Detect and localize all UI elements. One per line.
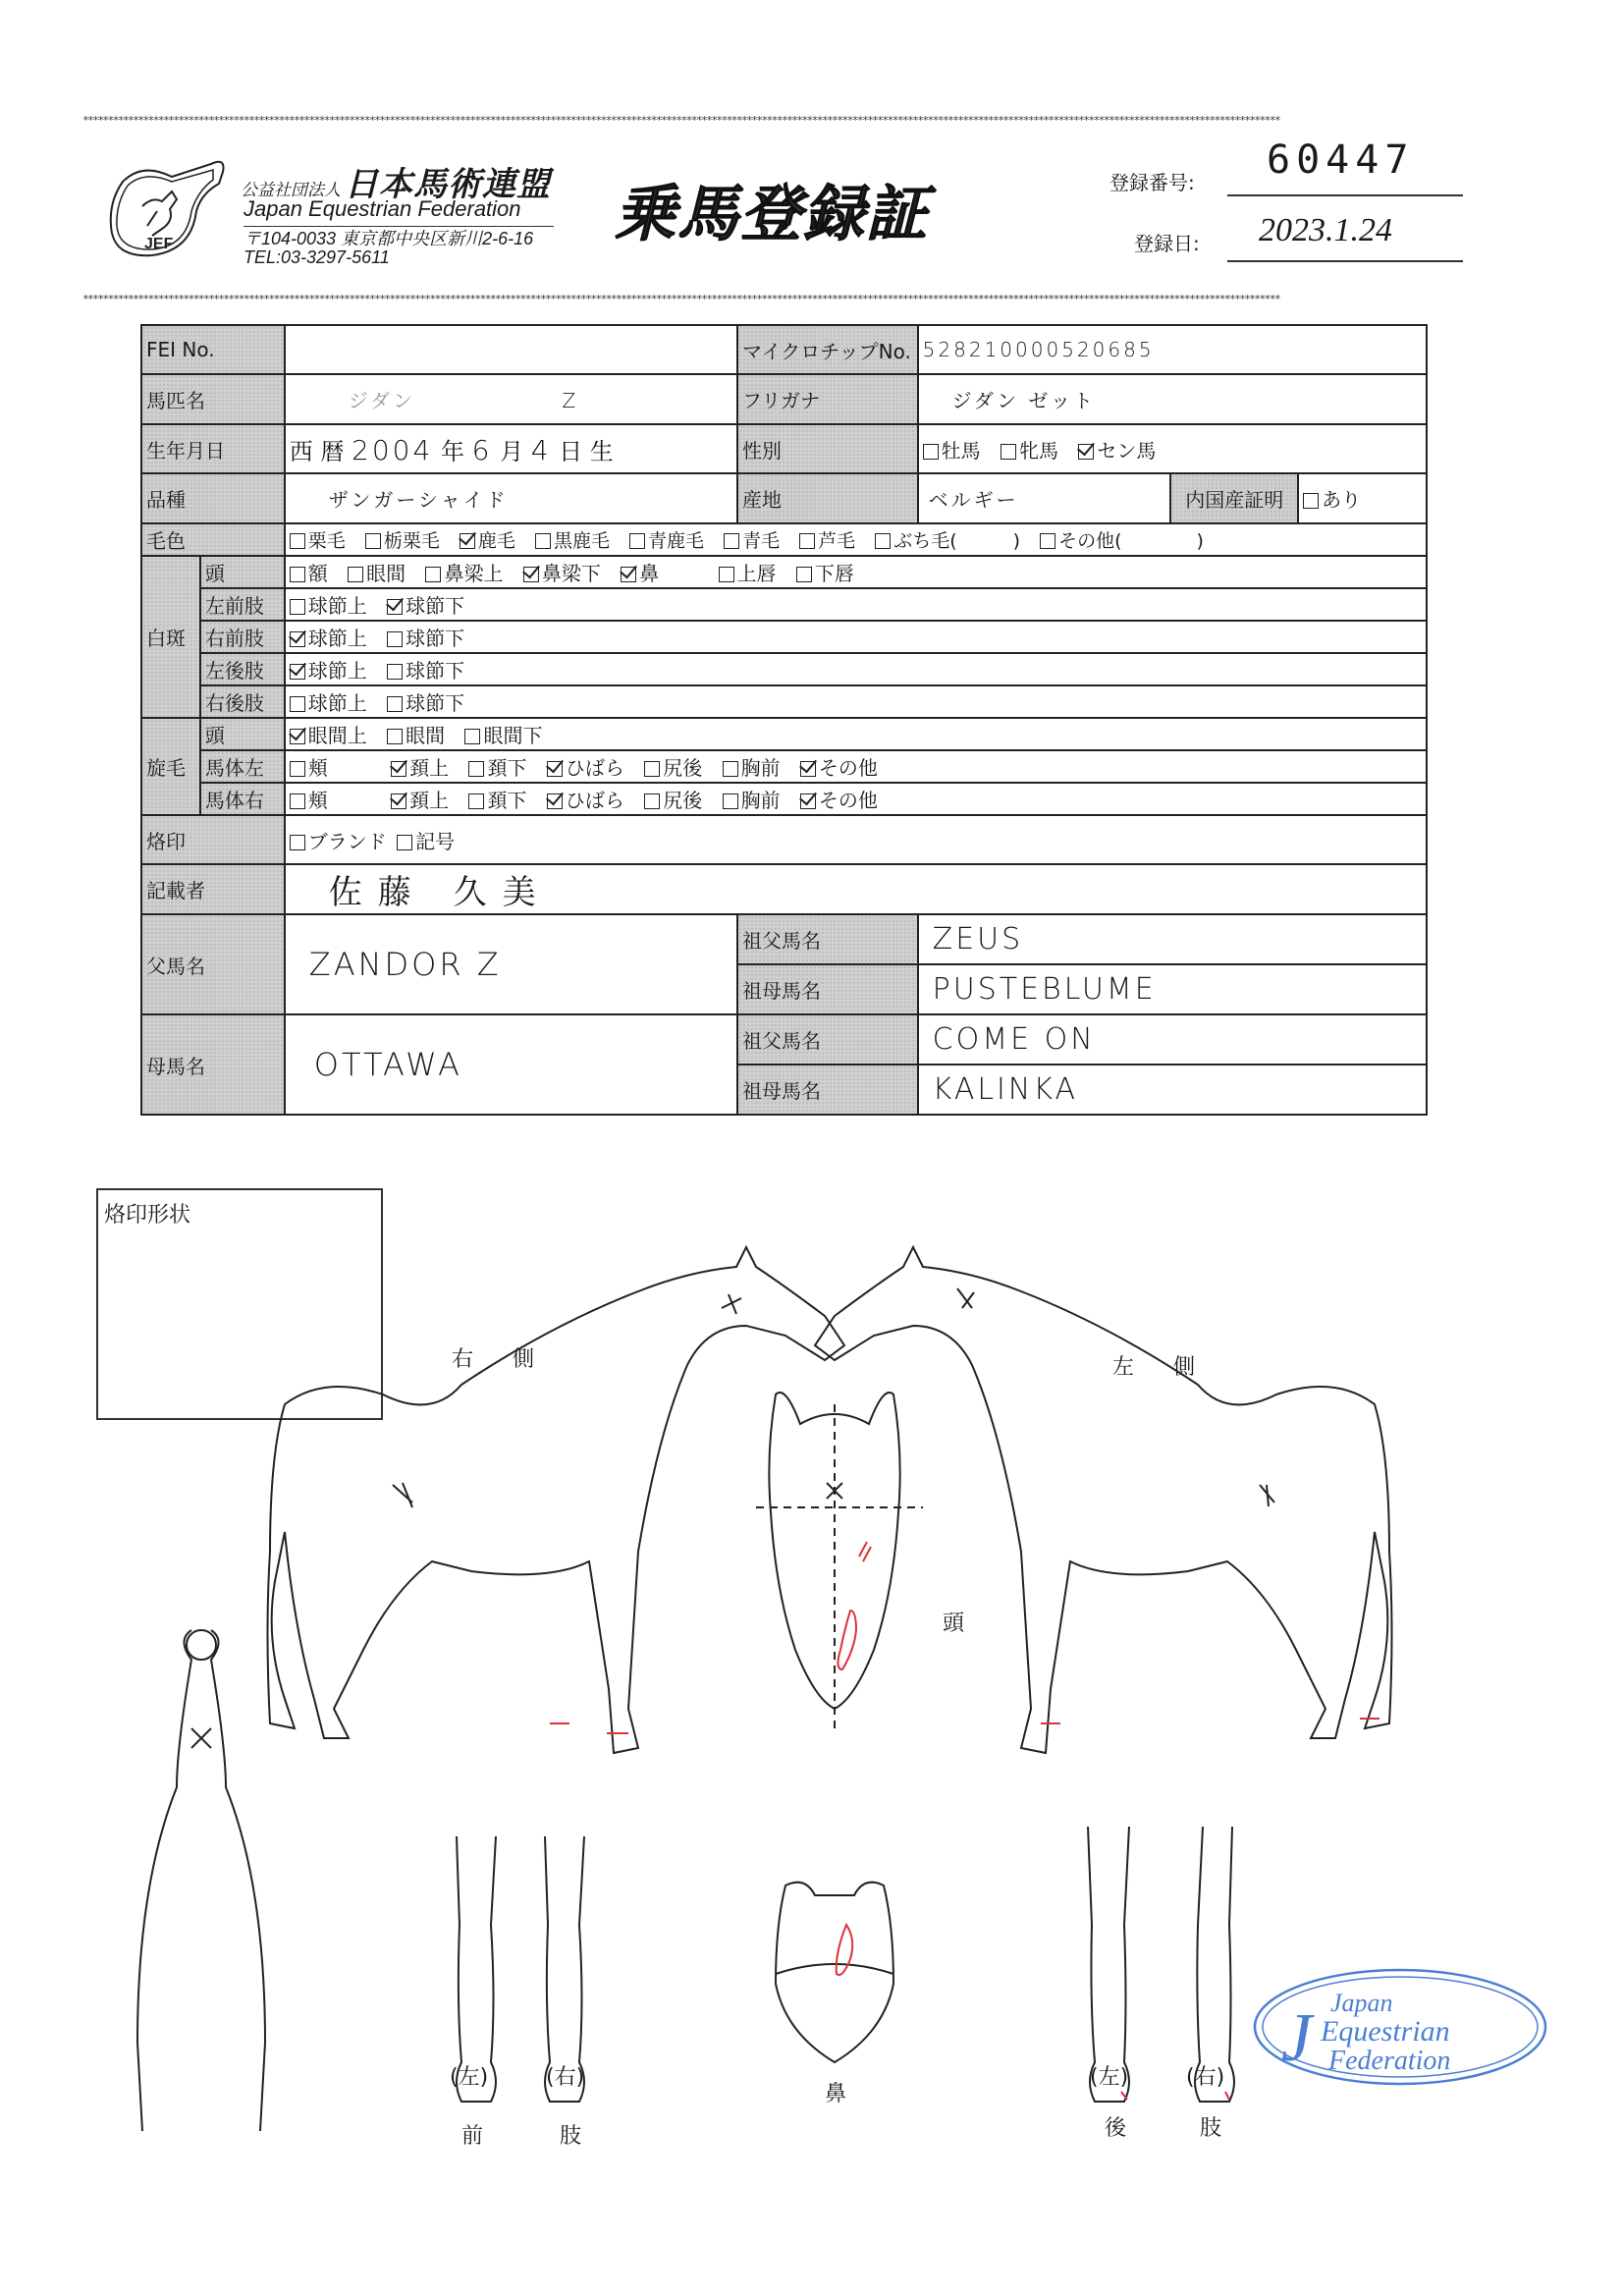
brand-option[interactable]: 記号: [397, 826, 455, 854]
svg-text:Federation: Federation: [1328, 2046, 1451, 2076]
birth-date-field[interactable]: [285, 424, 737, 473]
origin-field[interactable]: [918, 473, 1171, 523]
checkbox-icon: [348, 567, 363, 582]
white-marks-label: 白斑: [141, 556, 200, 718]
nose-label: 鼻: [825, 2082, 847, 2106]
whorl-option[interactable]: 眼間下: [464, 720, 542, 748]
sire-granddam-field[interactable]: [918, 964, 1427, 1014]
whorl-option[interactable]: ひばら: [547, 752, 624, 781]
checkbox-checked-icon: [523, 567, 539, 582]
checkbox-icon: [290, 793, 305, 809]
dam-label: 母馬名: [141, 1014, 285, 1115]
hind-caption-2: 肢: [1200, 2116, 1222, 2141]
whorl-body-left-options: [285, 750, 1427, 783]
checkbox-checked-icon: [290, 664, 305, 680]
fei-no-label: FEI No.: [141, 325, 285, 374]
microchip-label: マイクロチップNo.: [737, 325, 918, 374]
white-mark-options: [285, 621, 1427, 653]
checkbox-icon: [290, 567, 305, 582]
birth-year: 2004: [352, 433, 434, 466]
left-side-label: 左側: [1112, 1355, 1235, 1380]
checkbox-icon: [290, 835, 305, 850]
whorl-option[interactable]: 眼間上: [290, 720, 367, 748]
fore-caption-1: 前: [461, 2124, 484, 2149]
sex-option-gelding[interactable]: セン馬: [1078, 435, 1156, 464]
svg-text:Japan: Japan: [1330, 1989, 1393, 2017]
white-mark-head-options: [285, 556, 1427, 588]
white-mark-part: 右後肢: [200, 685, 285, 718]
hind-caption-1: 後: [1105, 2116, 1127, 2141]
brand-option[interactable]: ブランド: [290, 826, 387, 854]
white-mark-option[interactable]: 球節下: [387, 655, 464, 683]
whorl-part: 馬体左: [200, 750, 285, 783]
coat-option[interactable]: 栃栗毛: [365, 526, 440, 553]
coat-option-bay[interactable]: 鹿毛: [460, 526, 515, 553]
checkbox-icon: [387, 631, 403, 647]
white-mark-option[interactable]: 眼間: [348, 558, 406, 586]
checkbox-icon: [719, 567, 734, 582]
fei-no-field[interactable]: [285, 325, 737, 374]
domestic-cert-label: 内国産証明: [1170, 473, 1298, 523]
jef-logo-icon: [103, 152, 231, 262]
coat-option[interactable]: 青鹿毛: [629, 526, 704, 553]
dam-grandsire-field[interactable]: [918, 1014, 1427, 1065]
reg-date-underline: [1227, 260, 1463, 262]
sire-value: ZANDOR Z: [308, 946, 502, 983]
whorl-body-right-options: [285, 783, 1427, 815]
reg-number-underline: [1227, 194, 1463, 196]
registration-form-table: [140, 324, 1428, 1116]
whorl-option[interactable]: 尻後: [644, 785, 702, 813]
birth-year-unit: 年: [440, 437, 464, 465]
sex-label: 性別: [737, 424, 918, 473]
checkbox-checked-icon: [547, 793, 563, 809]
sire-field[interactable]: [285, 914, 737, 1014]
checkbox-icon: [644, 761, 660, 777]
birth-day-unit: 日 生: [559, 437, 614, 465]
brand-options: [285, 815, 1427, 864]
white-mark-options: [285, 685, 1427, 718]
address-line: 〒104-0033 東京都中央区新川2-6-16: [243, 229, 534, 248]
white-mark-part: 右前肢: [200, 621, 285, 653]
jef-stamp-icon: [1252, 1967, 1548, 2087]
recorder-label: 記載者: [141, 864, 285, 914]
furigana-field[interactable]: [918, 374, 1427, 424]
checkbox-icon: [290, 761, 305, 777]
sire-granddam-value: PUSTEBLUME: [932, 972, 1157, 1007]
reg-number-value: 60447: [1267, 137, 1415, 183]
checkbox-icon: [535, 533, 551, 549]
reg-number-label: 登録番号:: [1109, 171, 1195, 194]
checkbox-icon: [425, 567, 441, 582]
birth-date-label: 生年月日: [141, 424, 285, 473]
coat-option[interactable]: 黒鹿毛: [535, 526, 610, 553]
whorl-option[interactable]: 胸前: [723, 785, 781, 813]
hind-left-label: (左): [1090, 2065, 1129, 2090]
whorl-option[interactable]: その他: [800, 785, 878, 813]
org-name-en: Japan Equestrian Federation: [243, 196, 521, 221]
checkbox-icon: [875, 533, 891, 549]
horse-name-label: 馬匹名: [141, 374, 285, 424]
white-mark-part: 左前肢: [200, 588, 285, 621]
hind-right-label: (右): [1186, 2065, 1225, 2090]
checkbox-icon: [365, 533, 381, 549]
birth-era: 西 暦: [289, 437, 345, 465]
sire-grandsire-label: 祖父馬名: [737, 914, 918, 964]
svg-text:JEF: JEF: [144, 236, 174, 252]
dam-field[interactable]: [285, 1014, 737, 1115]
reg-date-value: 2023.1.24: [1259, 212, 1392, 248]
whorls-label: 旋毛: [141, 718, 200, 815]
sire-grandsire-field[interactable]: [918, 914, 1427, 964]
checkbox-checked-icon: [290, 631, 305, 647]
checkbox-icon: [387, 729, 403, 744]
whorl-option[interactable]: 頬: [290, 785, 328, 813]
sire-label: 父馬名: [141, 914, 285, 1014]
org-name-jp: 日本馬術連盟: [345, 165, 551, 204]
furigana-label: フリガナ: [737, 374, 918, 424]
white-mark-option[interactable]: 下唇: [796, 558, 854, 586]
star-border-bottom: **********************************************************************************************************************************************************************************************************************************************: [82, 295, 1280, 304]
whorl-part: 頭: [200, 718, 285, 750]
checkbox-icon: [799, 533, 815, 549]
white-mark-part: 左後肢: [200, 653, 285, 685]
star-border-top: **********************************************************************************************************************************************************************************************************************************************: [82, 116, 1280, 126]
sex-options: [918, 424, 1427, 473]
breed-field[interactable]: [285, 473, 737, 523]
white-mark-option[interactable]: 球節上: [290, 623, 367, 651]
checkbox-icon: [290, 599, 305, 615]
tel-line: TEL:03-3297-5611: [243, 247, 390, 267]
whorl-option[interactable]: 胸前: [723, 752, 781, 781]
white-mark-option[interactable]: 球節上: [290, 655, 367, 683]
checkbox-icon: [723, 793, 738, 809]
white-mark-option[interactable]: 鼻梁下: [523, 558, 601, 586]
sire-grandsire-value: ZEUS: [932, 922, 1024, 957]
white-mark-option[interactable]: 上唇: [719, 558, 777, 586]
whorl-option[interactable]: 頚上: [391, 785, 449, 813]
coat-option[interactable]: 芦毛: [799, 526, 855, 553]
white-mark-options: [285, 653, 1427, 685]
dam-granddam-field[interactable]: [918, 1065, 1427, 1115]
white-mark-option[interactable]: 球節上: [290, 590, 367, 619]
dam-grandsire-label: 祖父馬名: [737, 1014, 918, 1065]
checkbox-checked-icon: [391, 761, 406, 777]
whorl-option[interactable]: 尻後: [644, 752, 702, 781]
dam-granddam-value: KALINKA: [932, 1072, 1079, 1107]
dam-granddam-label: 祖母馬名: [737, 1065, 918, 1115]
checkbox-checked-icon: [290, 729, 305, 744]
org-prefix: 公益社団法人: [241, 181, 341, 200]
fore-right-label: (右): [546, 2065, 585, 2090]
checkbox-icon: [397, 835, 412, 850]
white-mark-option[interactable]: 球節下: [387, 687, 464, 716]
org-divider: [243, 226, 554, 227]
checkbox-icon: [796, 567, 812, 582]
right-side-label: 右側: [452, 1347, 574, 1372]
checkbox-icon: [723, 761, 738, 777]
checkbox-checked-icon: [547, 761, 563, 777]
fore-left-label: (左): [450, 2065, 489, 2090]
org-address: [243, 230, 533, 267]
checkbox-checked-icon: [391, 793, 406, 809]
coat-option[interactable]: その他( ): [1040, 526, 1204, 553]
coat-option[interactable]: 栗毛: [290, 526, 346, 553]
checkbox-icon: [923, 444, 939, 460]
checkbox-checked-icon: [387, 599, 403, 615]
checkbox-checked-icon: [621, 567, 636, 582]
whorl-option[interactable]: 頚下: [468, 785, 526, 813]
whorl-option[interactable]: 頚下: [468, 752, 526, 781]
white-mark-option[interactable]: 球節上: [290, 687, 367, 716]
checkbox-icon: [290, 533, 305, 549]
coat-option[interactable]: ぶち毛( ): [875, 526, 1020, 553]
coat-option[interactable]: 青毛: [724, 526, 780, 553]
whorl-head-options: [285, 718, 1427, 750]
whorl-option[interactable]: 頚上: [391, 752, 449, 781]
breed-label: 品種: [141, 473, 285, 523]
checkbox-icon: [1040, 533, 1055, 549]
white-mark-option[interactable]: 球節下: [387, 590, 464, 619]
checkbox-checked-icon: [800, 761, 816, 777]
checkbox-checked-icon: [800, 793, 816, 809]
svg-text:Equestrian: Equestrian: [1321, 2015, 1450, 2048]
checkbox-icon: [464, 729, 480, 744]
white-mark-option[interactable]: 球節下: [387, 623, 464, 651]
whorl-part: 馬体右: [200, 783, 285, 815]
whorl-option[interactable]: 頬: [290, 752, 328, 781]
breed-value: ザンガーシャイド: [328, 488, 509, 512]
horse-name-faint: ジダン: [348, 389, 416, 412]
whorl-option[interactable]: その他: [800, 752, 878, 781]
horse-name-field[interactable]: [285, 374, 737, 424]
coat-options: [285, 523, 1427, 556]
checkbox-icon: [468, 793, 484, 809]
checkbox-icon: [387, 664, 403, 680]
svg-text:J: J: [1281, 2000, 1313, 2076]
fore-caption-2: 肢: [560, 2124, 582, 2149]
white-mark-option[interactable]: 鼻梁上: [425, 558, 503, 586]
microchip-field[interactable]: 528210000520685: [918, 325, 1427, 374]
reg-date-label: 登録日:: [1134, 232, 1200, 255]
checkbox-checked-icon: [460, 533, 475, 549]
checkbox-checked-icon: [1078, 444, 1094, 460]
furigana-value: ジダン ゼット: [951, 389, 1097, 412]
birth-month-unit: 月: [500, 437, 524, 465]
birth-day: 4: [530, 433, 552, 466]
domestic-cert-option[interactable]: あり: [1298, 473, 1427, 523]
sire-granddam-label: 祖母馬名: [737, 964, 918, 1014]
checkbox-icon: [1001, 444, 1016, 460]
birth-month: 6: [471, 433, 493, 466]
origin-label: 産地: [737, 473, 918, 523]
coat-label: 毛色: [141, 523, 285, 556]
checkbox-icon: [387, 696, 403, 712]
horse-name-suffix: Z: [562, 389, 579, 412]
whorl-option[interactable]: ひばら: [547, 785, 624, 813]
checkbox-icon: [290, 696, 305, 712]
head-label: 頭: [943, 1612, 965, 1636]
brand-shape-label: 烙印形状: [104, 1203, 191, 1228]
origin-value: ベルギー: [928, 488, 1019, 512]
white-mark-option[interactable]: 鼻: [621, 558, 659, 586]
sex-option-mare[interactable]: 牝馬: [1001, 435, 1058, 464]
brand-label: 烙印: [141, 815, 285, 864]
checkbox-icon: [468, 761, 484, 777]
document-title: 乗馬登録証: [615, 178, 930, 249]
recorder-field[interactable]: [285, 864, 1427, 914]
checkbox-icon: [724, 533, 739, 549]
sex-option-stallion[interactable]: 牡馬: [923, 435, 981, 464]
checkbox-icon: [1303, 493, 1319, 509]
recorder-value: 佐藤 久美: [328, 873, 552, 912]
dam-grandsire-value: COME ON: [932, 1022, 1096, 1057]
white-mark-option[interactable]: 額: [290, 558, 328, 586]
checkbox-icon: [629, 533, 645, 549]
white-mark-part: 頭: [200, 556, 285, 588]
checkbox-icon: [644, 793, 660, 809]
white-mark-options: [285, 588, 1427, 621]
dam-value: OTTAWA: [313, 1046, 462, 1083]
whorl-option[interactable]: 眼間: [387, 720, 445, 748]
